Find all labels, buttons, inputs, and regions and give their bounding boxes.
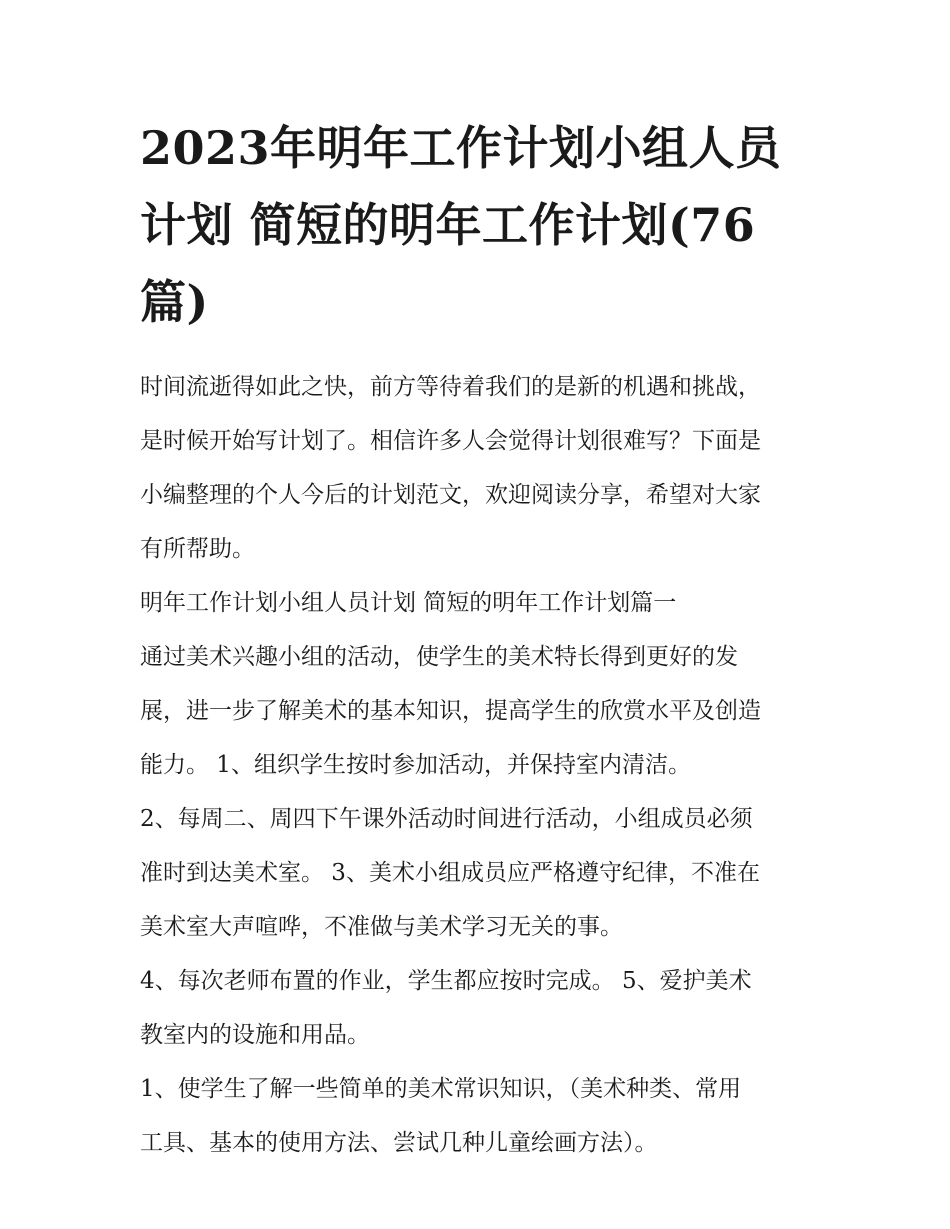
paragraph-line: 1、使学生了解一些简单的美术常识知识，（美术种类、常用 bbox=[140, 1076, 742, 1102]
paragraph-line: 通过美术兴趣小组的活动，使学生的美术特长得到更好的发 bbox=[140, 644, 738, 670]
document-page bbox=[140, 110, 820, 1170]
paragraph-line: 2、每周二、周四下午课外活动时间进行活动，小组成员必须 bbox=[140, 806, 753, 832]
section-heading bbox=[140, 576, 820, 630]
body-paragraph bbox=[140, 954, 820, 1062]
body-paragraph bbox=[140, 792, 820, 954]
paragraph-line: 有所帮助。 bbox=[140, 536, 255, 562]
title-line: 篇) bbox=[140, 275, 209, 329]
title-line: 2023年明年工作计划小组人员 bbox=[140, 121, 782, 175]
paragraph-line: 明年工作计划小组人员计划 简短的明年工作计划篇一 bbox=[140, 590, 677, 616]
paragraph-line: 美术室大声喧哗，不准做与美术学习无关的事。 bbox=[140, 914, 623, 940]
paragraph-line: 4、每次老师布置的作业，学生都应按时完成。 5、爱护美术 bbox=[140, 968, 752, 994]
paragraph-line: 是时候开始写计划了。相信许多人会觉得计划很难写？下面是 bbox=[140, 428, 761, 454]
intro-paragraph bbox=[140, 360, 820, 576]
body-paragraph bbox=[140, 1062, 820, 1170]
body-paragraph bbox=[140, 630, 820, 792]
paragraph-line: 能力。 1、组织学生按时参加活动，并保持室内清洁。 bbox=[140, 752, 691, 778]
paragraph-line: 展，进一步了解美术的基本知识，提高学生的欣赏水平及创造 bbox=[140, 698, 761, 724]
title-line: 计划 简短的明年工作计划(76 bbox=[140, 198, 756, 252]
paragraph-line: 时间流逝得如此之快，前方等待着我们的是新的机遇和挑战， bbox=[140, 374, 761, 400]
document-title bbox=[140, 110, 820, 341]
paragraph-line: 准时到达美术室。 3、美术小组成员应严格遵守纪律，不准在 bbox=[140, 860, 760, 886]
paragraph-line: 工具、基本的使用方法、尝试几种儿童绘画方法）。 bbox=[140, 1130, 658, 1156]
paragraph-line: 小编整理的个人今后的计划范文，欢迎阅读分享，希望对大家 bbox=[140, 482, 761, 508]
paragraph-line: 教室内的设施和用品。 bbox=[140, 1022, 370, 1048]
